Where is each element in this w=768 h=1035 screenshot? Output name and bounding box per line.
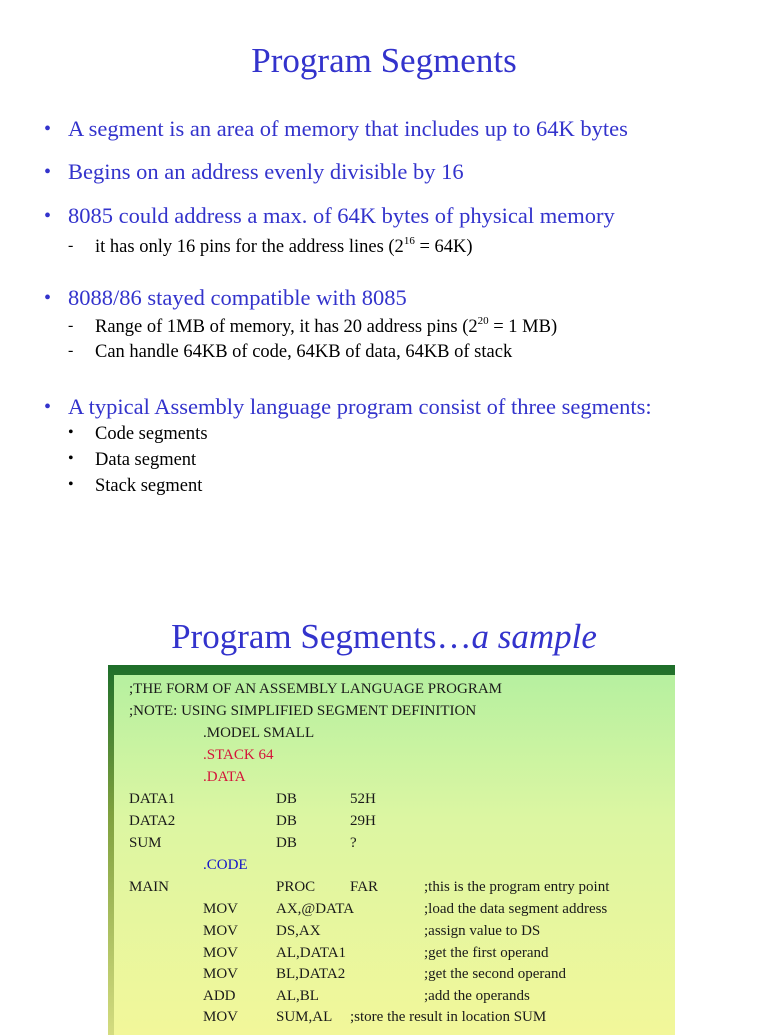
code-directive: .DATA	[203, 769, 246, 785]
code-op: DB	[276, 813, 297, 829]
slide-title: Program Segments	[251, 41, 517, 80]
dash-icon: -	[68, 237, 74, 254]
code-op: DB	[276, 791, 297, 807]
sub-bullet-text: Can handle 64KB of code, 64KB of data, 64KB of stack	[95, 342, 513, 362]
code-operand: AL,DATA1	[276, 945, 347, 961]
slide-program-segments-sample	[0, 560, 768, 1024]
code-operand: AX,@DATA	[276, 901, 355, 917]
code-comment: ;this is the program entry point	[424, 879, 610, 895]
code-instruction: MOV	[203, 1009, 239, 1025]
code-directive: .CODE	[203, 857, 248, 873]
code-op: PROC	[276, 879, 316, 895]
bullet-icon: •	[68, 424, 74, 441]
segment-name: Data segment	[95, 450, 197, 470]
bullet-icon: •	[44, 287, 52, 309]
code-instruction: MOV	[203, 923, 239, 939]
dash-icon: -	[68, 342, 74, 359]
sub-bullet-text: it has only 16 pins for the address lines $(2^{16} = 64K)$	[95, 234, 473, 257]
code-arg: 29H	[350, 813, 376, 829]
sub-bullet-text: Range of 1MB of memory, it has 20 address pins ($2^{20} = 1$ MB)	[95, 314, 558, 337]
segment-name: Stack segment	[95, 476, 203, 496]
bullet-icon: •	[44, 118, 52, 140]
code-comment: ;assign value to DS	[424, 923, 541, 939]
code-operand: DS,AX	[276, 923, 321, 939]
code-op: DB	[276, 835, 297, 851]
code-directive: .MODEL SMALL	[203, 725, 315, 741]
code-comment: ;NOTE: USING SIMPLIFIED SEGMENT DEFINITION	[129, 703, 477, 719]
code-arg: ?	[350, 835, 357, 851]
code-label: DATA1	[129, 791, 176, 807]
bullet-text: 8085 could address a max. of 64K bytes of physical memory	[68, 203, 615, 228]
code-instruction: MOV	[203, 901, 239, 917]
code-label: SUM	[129, 835, 162, 851]
code-comment: ;load the data segment address	[424, 901, 608, 917]
code-instruction: MOV	[203, 945, 239, 961]
code-comment: ;get the first operand	[424, 945, 549, 961]
code-label: MAIN	[129, 879, 169, 895]
code-operand: BL,DATA2	[276, 966, 346, 982]
bullet-icon: •	[68, 476, 74, 493]
code-comment: ;get the second operand	[424, 966, 567, 982]
code-arg: FAR	[350, 879, 379, 895]
bullet-text: 8088/86 stayed compatible with 8085	[68, 285, 407, 310]
code-comment: ;add the operands	[424, 988, 530, 1004]
code-instruction: ADD	[203, 988, 236, 1004]
code-operand: AL,BL	[276, 988, 319, 1004]
code-arg: 52H	[350, 791, 376, 807]
code-operand: SUM,AL	[276, 1009, 333, 1025]
code-label: DATA2	[129, 813, 176, 829]
code-directive: .STACK 64	[203, 747, 274, 763]
slide-title: Program Segments…a sample	[171, 617, 597, 656]
code-listing	[114, 675, 675, 1035]
bullet-icon: •	[44, 161, 52, 183]
bullet-text: A typical Assembly language program consist of three segments:	[68, 394, 652, 419]
bullet-icon: •	[44, 205, 52, 227]
bullet-icon: •	[44, 396, 52, 418]
code-comment: ;store the result in location SUM	[350, 1009, 547, 1025]
bullet-text: A segment is an area of memory that includes up to 64K bytes	[68, 116, 628, 141]
dash-icon: -	[68, 317, 74, 334]
bullet-icon: •	[68, 450, 74, 467]
bullet-text: Begins on an address evenly divisible by 16	[68, 159, 464, 184]
code-instruction: MOV	[203, 966, 239, 982]
code-comment: ;THE FORM OF AN ASSEMBLY LANGUAGE PROGRAM	[129, 681, 502, 697]
segment-name: Code segments	[95, 424, 208, 444]
